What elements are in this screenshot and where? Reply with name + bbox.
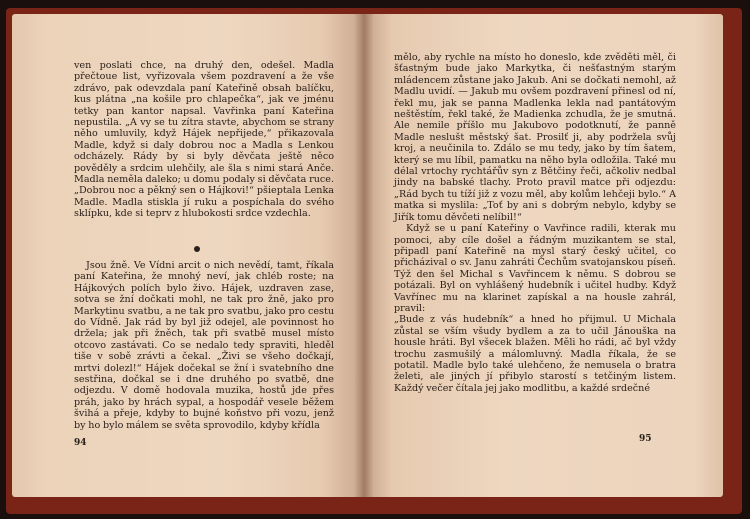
right-paragraph-2: Když se u paní Kateřiny o Vavřince radili, kterak mu pomoci, aby cíle došel a řádným muzikantem se stal, připadl paní Kateřině na mysl starý český učitel, co přicházival o sv. Janu zahráti Čechům svatojanskou píseň. Týž den šel Michal s Vavřincem k němu. S dobrou se potázali. Byl on vyhlášený hudebník i učitel hudby. Když Vavřínec mu na klarinet zapískal a na housle zahrál, pravil:: [394, 223, 676, 314]
book-gutter-shadow: [354, 14, 374, 497]
left-paragraph-2: Jsou žně. Ve Vídni arcit o nich nevědí, tamt, říkala paní Kateřina, že mnohý neví, jak chléb roste; na Hájkových polích bylo živo. Hájek, uzdraven zase, sotva se žní dočkati mohl, ne tak pro žně, jako pro Markytinu svatbu, a ne tak pro svatbu, jako pro cestu do Vídně. Jak rád by byl již odejel, ale povinnost ho držela; jak při žněch, tak při svatbě musel místo otcovo zastávati. Co se nedalo tedy spraviti, hleděl tiše v sobě zrávti a čekal. „Živi se všeho dočkají, mrtvi dolezl!“ Hájek dočekal se žní i svatebního dne sestřina, dočkal se i dne druhého po svatbě, dne odjezdu. V domě hodovala muzika, hostů jde přes práh, jako by hrách sypal, a hospodář vesele běžem švihá a přeje, kdyby to bujné koňstvo při vozu, jenž by ho bylo málem se světa sprovodilo, kdyby křídla: [74, 260, 334, 431]
right-page: [364, 14, 723, 497]
right-page-number: 95: [639, 434, 652, 444]
section-divider-dot: [194, 246, 200, 252]
right-paragraph-1: mělo, aby rychle na místo ho doneslo, kde zvěděti měl, či šťastným bude jako Markytka, či nešťastným starým mládencem zůstane jako Jakub. Ani se dočkati nemohl, až Madlu uvidí. — Jakub mu ovšem pozdravení přinesl od ní, řekl mu, jak se panna Madlenka lekla nad pantátovým neštěstím, řekl také, že Madienka zchudla, že je smutná. Ale nemile příšlo mu Jakubovo podotknutí, že panně Madle neslušt městský šat. Prosilť ji, aby podržela svůj kroj, a neučinila to. Zdálo se mu tedy, jako by tím šatem, který se mu líbil, pamatku na něho byla odložila. Také mu délal vrtochy rychtářův syn z Bětčiny řeči, ačkoliv nedbal jindy na babské tlachy. Proto pravil matce při odjezdu: „Rád bych tu tíží již z vozu měl, aby kolům lehčeji bylo.“ A matka si myslila: „Toť by ani s dobrým nebylo, kdyby se Jiřík tomu děvčeti nelíbil!“: [394, 52, 676, 223]
right-paragraph-3: „Bude z vás hudebník“ a hned ho přijmul. U Michala zůstal se vším všudy bydlem a za to učil Jánouška na housle hráti. Byl všecek blažen. Měli ho rádi, ač byl vždy trochu zasmušilý a málomluvný. Madla říkala, že se potatil. Madle bylo také ulehčeno, že nemusela o bratra želeti, ale jiných jí přibylo starostí s tetčiným listem. Každý večer čítala jej jako modlitbu, a každé srdečné: [394, 314, 676, 394]
left-page-text-bottom: [74, 260, 334, 431]
left-page: [12, 14, 364, 497]
left-paragraph-1: ven poslati chce, na druhý den, odešel. Madla přečtoue list, vyřizovala všem pozdravení a že vše zdrávo, pak odevzdala paní Kateřině obsah balíčku, kus plátna „na košile pro chlapečka“, jak ve jménu tetky pan kantor napsal. Vavřinka paní Kateřina nepustila. „A vy se tu zítra stavte, abychom se strany něho umluvily, když Hájek nepřijede,“ přikazovala Madle, když si daly dobrou noc a Madla s Lenkou odcházely. Rády by si byly děvčata ještě něco pověděly a srdcim ulehčily, ale šla s nimi stará Anče. Madla neměla daleko; u domu podaly si děvčata ruce. „Dobrou noc a pěkný sen o Hájkovi!“ pšieptala Lenka Madle. Madla stiskla jí ruku a pospíchala do svého sklípku, kde si teprv z hlubokosti srdce vzdechla.: [74, 60, 334, 220]
left-page-number: 94: [74, 438, 87, 448]
right-page-text: [394, 52, 676, 394]
left-page-text-top: [74, 60, 334, 220]
